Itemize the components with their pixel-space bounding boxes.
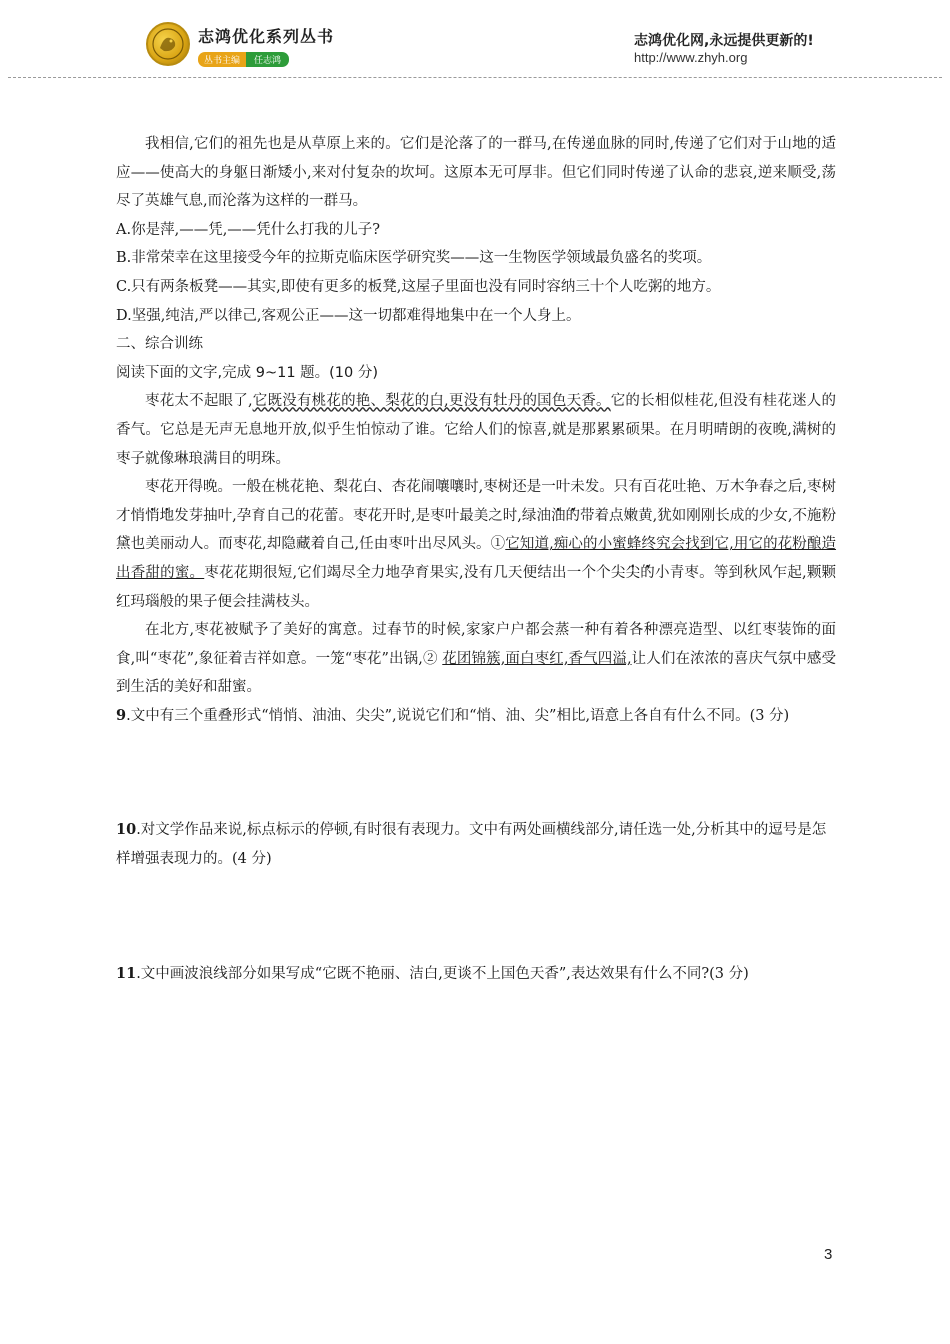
emphasis-char: 悄 — [145, 507, 160, 524]
page-number: 3 — [824, 1246, 833, 1263]
underlined-sentence-1: 它知道,痴心的小蜜蜂终究会找到它,用它的花粉酿造出香甜的蜜。 — [116, 536, 837, 581]
emphasis-char: 油 — [550, 507, 566, 524]
wavy-underlined-sentence: 它既没有桃花的艳、梨花的白,更没有牡丹的国色天香。 — [252, 393, 611, 410]
brand-subtitle — [198, 48, 289, 66]
question-9 — [116, 702, 836, 731]
option-c: C.只有两条板凳——其实,即使有更多的板凳,这屋子里面也没有同时容纳三十个人吃粥的地方。 — [116, 278, 721, 295]
article-paragraph-2 — [116, 473, 836, 616]
question-text: .文中有三个重叠形式“悄悄、油油、尖尖”,说说它们和“悄、油、尖”相比,语意上各自有什么不同。(3 分) — [126, 707, 790, 724]
article-text: 在北方,枣花被赋予了美好的寓意。过春节的时候,家家户户都会蒸一种有着各种漂亮造型、以红枣装饰的面食,叫“枣花”,象征着吉祥如意。一笼“枣花”出锅,② — [116, 622, 836, 667]
article-text: 地发芽抽叶,孕育自己的花蕾。枣花开时,是枣叶最美之时,绿 — [159, 507, 537, 524]
brand-title: 志鸿优化系列丛书 — [198, 27, 335, 46]
series-editor-name: 任志鸿 — [246, 52, 289, 67]
option-b: B.非常荣幸在这里接受今年的拉斯克临床医学研究奖——这一生物医学领域最负盛名的奖项。 — [116, 250, 712, 267]
emphasis-dotted-word — [611, 565, 640, 581]
article-text: 让人们在浓浓的喜庆气氛中感受到生活的美好和甜蜜。 — [116, 650, 837, 696]
option-d: D.坚强,纯洁,严以律己,客观公正——这一切都难得地集中在一个人身上。 — [116, 307, 581, 324]
question-number: 9 — [116, 706, 127, 724]
article-text: 它的长相似桂花,但没有桂花迷人的香气。它总是无声无息地开放,似乎生怕惊动了谁。它给人们的惊喜,就是那累累硕果。在月明晴朗的夜晚,满树的枣子就像琳琅满目的明珠。 — [116, 393, 837, 467]
question-text: .对文学作品来说,标点标示的停顿,有时很有表现力。文中有两处画横线部分,请任选一处,分析其中的逗号是怎样增强表现力的。(4 分) — [116, 822, 827, 868]
question-10 — [116, 816, 836, 873]
intro-paragraph: 我相信,它们的祖先也是从草原上来的。它们是沦落了的一群马,在传递血脉的同时,传递了它们对于山地的适应——使高大的身躯日渐矮小,来对付复杂的坎坷。这原本无可厚非。但它们同时传递了认命的悲哀,逆来顺受,荡尽了英雄气息,而沦落为这样的一群马。 — [116, 136, 836, 210]
emphasis-char: 油 — [536, 507, 551, 524]
emphasis-dotted-word — [536, 508, 565, 524]
publisher-logo-icon — [146, 22, 190, 66]
article-text: 枣花太不起眼了, — [145, 393, 253, 410]
question-text: .文中画波浪线部分如果写成“它既不艳丽、洁白,更谈不上国色天香”,表达效果有什么不同?(3 分) — [136, 965, 749, 982]
page-content — [116, 130, 836, 988]
site-slogan: 志鸿优化网,永远提供更新的! — [634, 33, 814, 49]
article-text: 枣花花期很短,它们竭尽全力地孕育果实,没有几天便结出一个个 — [204, 564, 611, 581]
article-text: 枣花开得晚。一般在桃花艳、梨花白、杏花闹嚷嚷时,枣树还是一叶未发。只有百花吐艳、万木争春之后,枣树才 — [116, 479, 836, 524]
option-a: A.你是萍,——凭,——凭什么打我的儿子? — [116, 221, 381, 238]
section-instruction: 阅读下面的文字,完成 9~11 题。(10 分) — [116, 364, 379, 381]
emphasis-char: 尖 — [610, 564, 626, 581]
question-number: 11 — [116, 964, 137, 982]
answer-space[interactable] — [116, 730, 836, 816]
article-paragraph-1 — [116, 387, 836, 473]
emphasis-char: 尖 — [625, 564, 641, 581]
underlined-phrase-2: 花团锦簇,面白枣红,香气四溢, — [442, 650, 632, 667]
question-11 — [116, 960, 836, 989]
article-text: 的小青枣。等到秋风乍起,颗颗红玛瑙般的果子便会挂满枝头。 — [116, 564, 837, 610]
section-title: 二、综合训练 — [116, 336, 203, 353]
answer-space[interactable] — [116, 874, 836, 960]
header-divider — [8, 77, 942, 78]
page-header — [0, 0, 950, 82]
series-editor-label: 丛书主编 — [198, 52, 246, 67]
question-number: 10 — [116, 821, 137, 839]
article-text: 的带着点嫩黄,犹如刚刚长成的少女,不施粉黛也美丽动人。而枣花,却隐藏着自己,任由枣叶出尽风头。① — [116, 507, 837, 553]
emphasis-char: 悄 — [130, 507, 146, 524]
emphasis-dotted-word — [131, 508, 160, 524]
article-paragraph-3 — [116, 616, 836, 702]
site-url-link[interactable]: http://www.zhyh.org — [634, 50, 748, 65]
